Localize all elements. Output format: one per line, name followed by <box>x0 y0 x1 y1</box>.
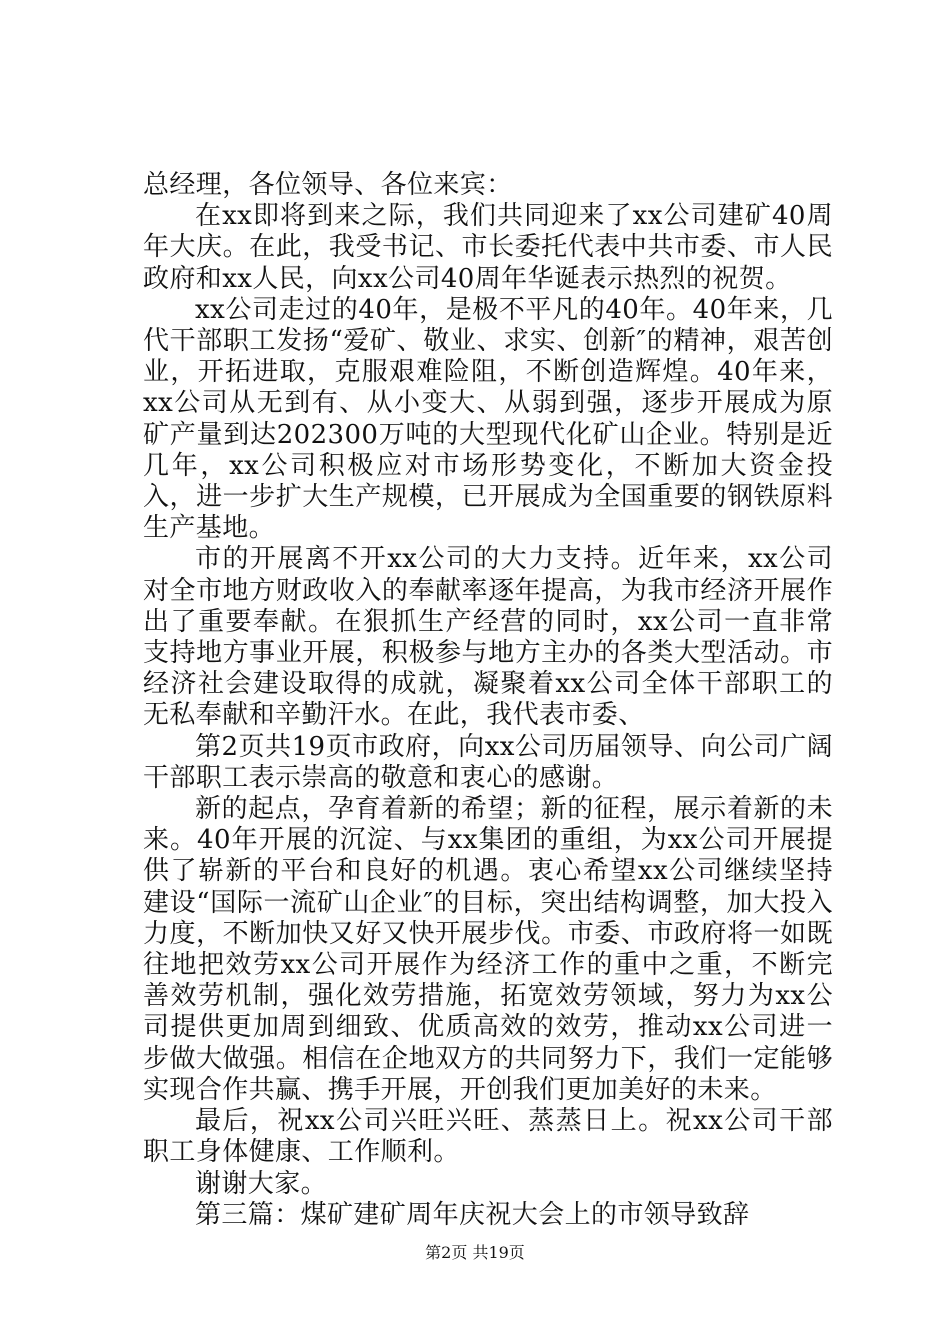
paragraph: 市的开展离不开xx公司的大力支持。近年来，xx公司对全市地方财政收入的奉献率逐年提高，为我市经济开展作出了重要奉献。在狠抓生产经营的同时，xx公司一直非常支持地方事业开展，积极参与地方主办的各类大型活动。市经济社会建设取得的成就，凝聚着xx公司全体干部职工的无私奉献和辛勤汗水。在此，我代表市委、 <box>143 544 833 731</box>
paragraph: xx公司走过的40年，是极不平凡的40年。40年来，几代干部职工发扬“爱矿、敬业、求实、创新″的精神，艰苦创业，开拓进取，克服艰难险阻，不断创造辉煌。40年来，xx公司从无到有、从小变大、从弱到强，逐步开展成为原矿产量到达202300万吨的大型现代化矿山企业。特别是近几年，xx公司积极应对市场形势变化，不断加大资金投入，进一步扩大生产规模，已开展成为全国重要的钢铁原料生产基地。 <box>143 294 833 544</box>
salutation: 总经理，各位领导、各位来宾： <box>143 170 513 200</box>
paragraph: 最后，祝xx公司兴旺兴旺、蒸蒸日上。祝xx公司干部职工身体健康、工作顺利。 <box>143 1106 833 1168</box>
page-footer: 第2页 共19页 <box>425 1243 525 1262</box>
paragraph: 在xx即将到来之际，我们共同迎来了xx公司建矿40周年大庆。在此，我受书记、市长委托代表中共市委、市人民政府和xx人民，向xx公司40周年华诞表示热烈的祝贺。 <box>143 201 833 294</box>
paragraph: 第2页共19页市政府，向xx公司历届领导、向公司广阔干部职工表示崇高的敬意和衷心的感谢。 <box>143 731 833 793</box>
paragraph: 谢谢大家。 <box>195 1168 328 1199</box>
section-heading: 第三篇：煤矿建矿周年庆祝大会上的市领导致辞 <box>195 1199 750 1230</box>
document-body <box>143 170 833 1231</box>
paragraph: 新的起点，孕育着新的希望；新的征程，展示着新的未来。40年开展的沉淀、与xx集团的重组，为xx公司开展提供了崭新的平台和良好的机遇。衷心希望xx公司继续坚持建设“国际一流矿山企业″的目标，突出结构调整，加大投入力度，不断加快又好又快开展步伐。市委、市政府将一如既往地把效劳xx公司开展作为经济工作的重中之重，不断完善效劳机制，强化效劳措施，拓宽效劳领域，努力为xx公司提供更加周到细致、优质高效的效劳，推动xx公司进一步做大做强。相信在企地双方的共同努力下，我们一定能够实现合作共赢、携手开展，开创我们更加美好的未来。 <box>143 794 833 1105</box>
